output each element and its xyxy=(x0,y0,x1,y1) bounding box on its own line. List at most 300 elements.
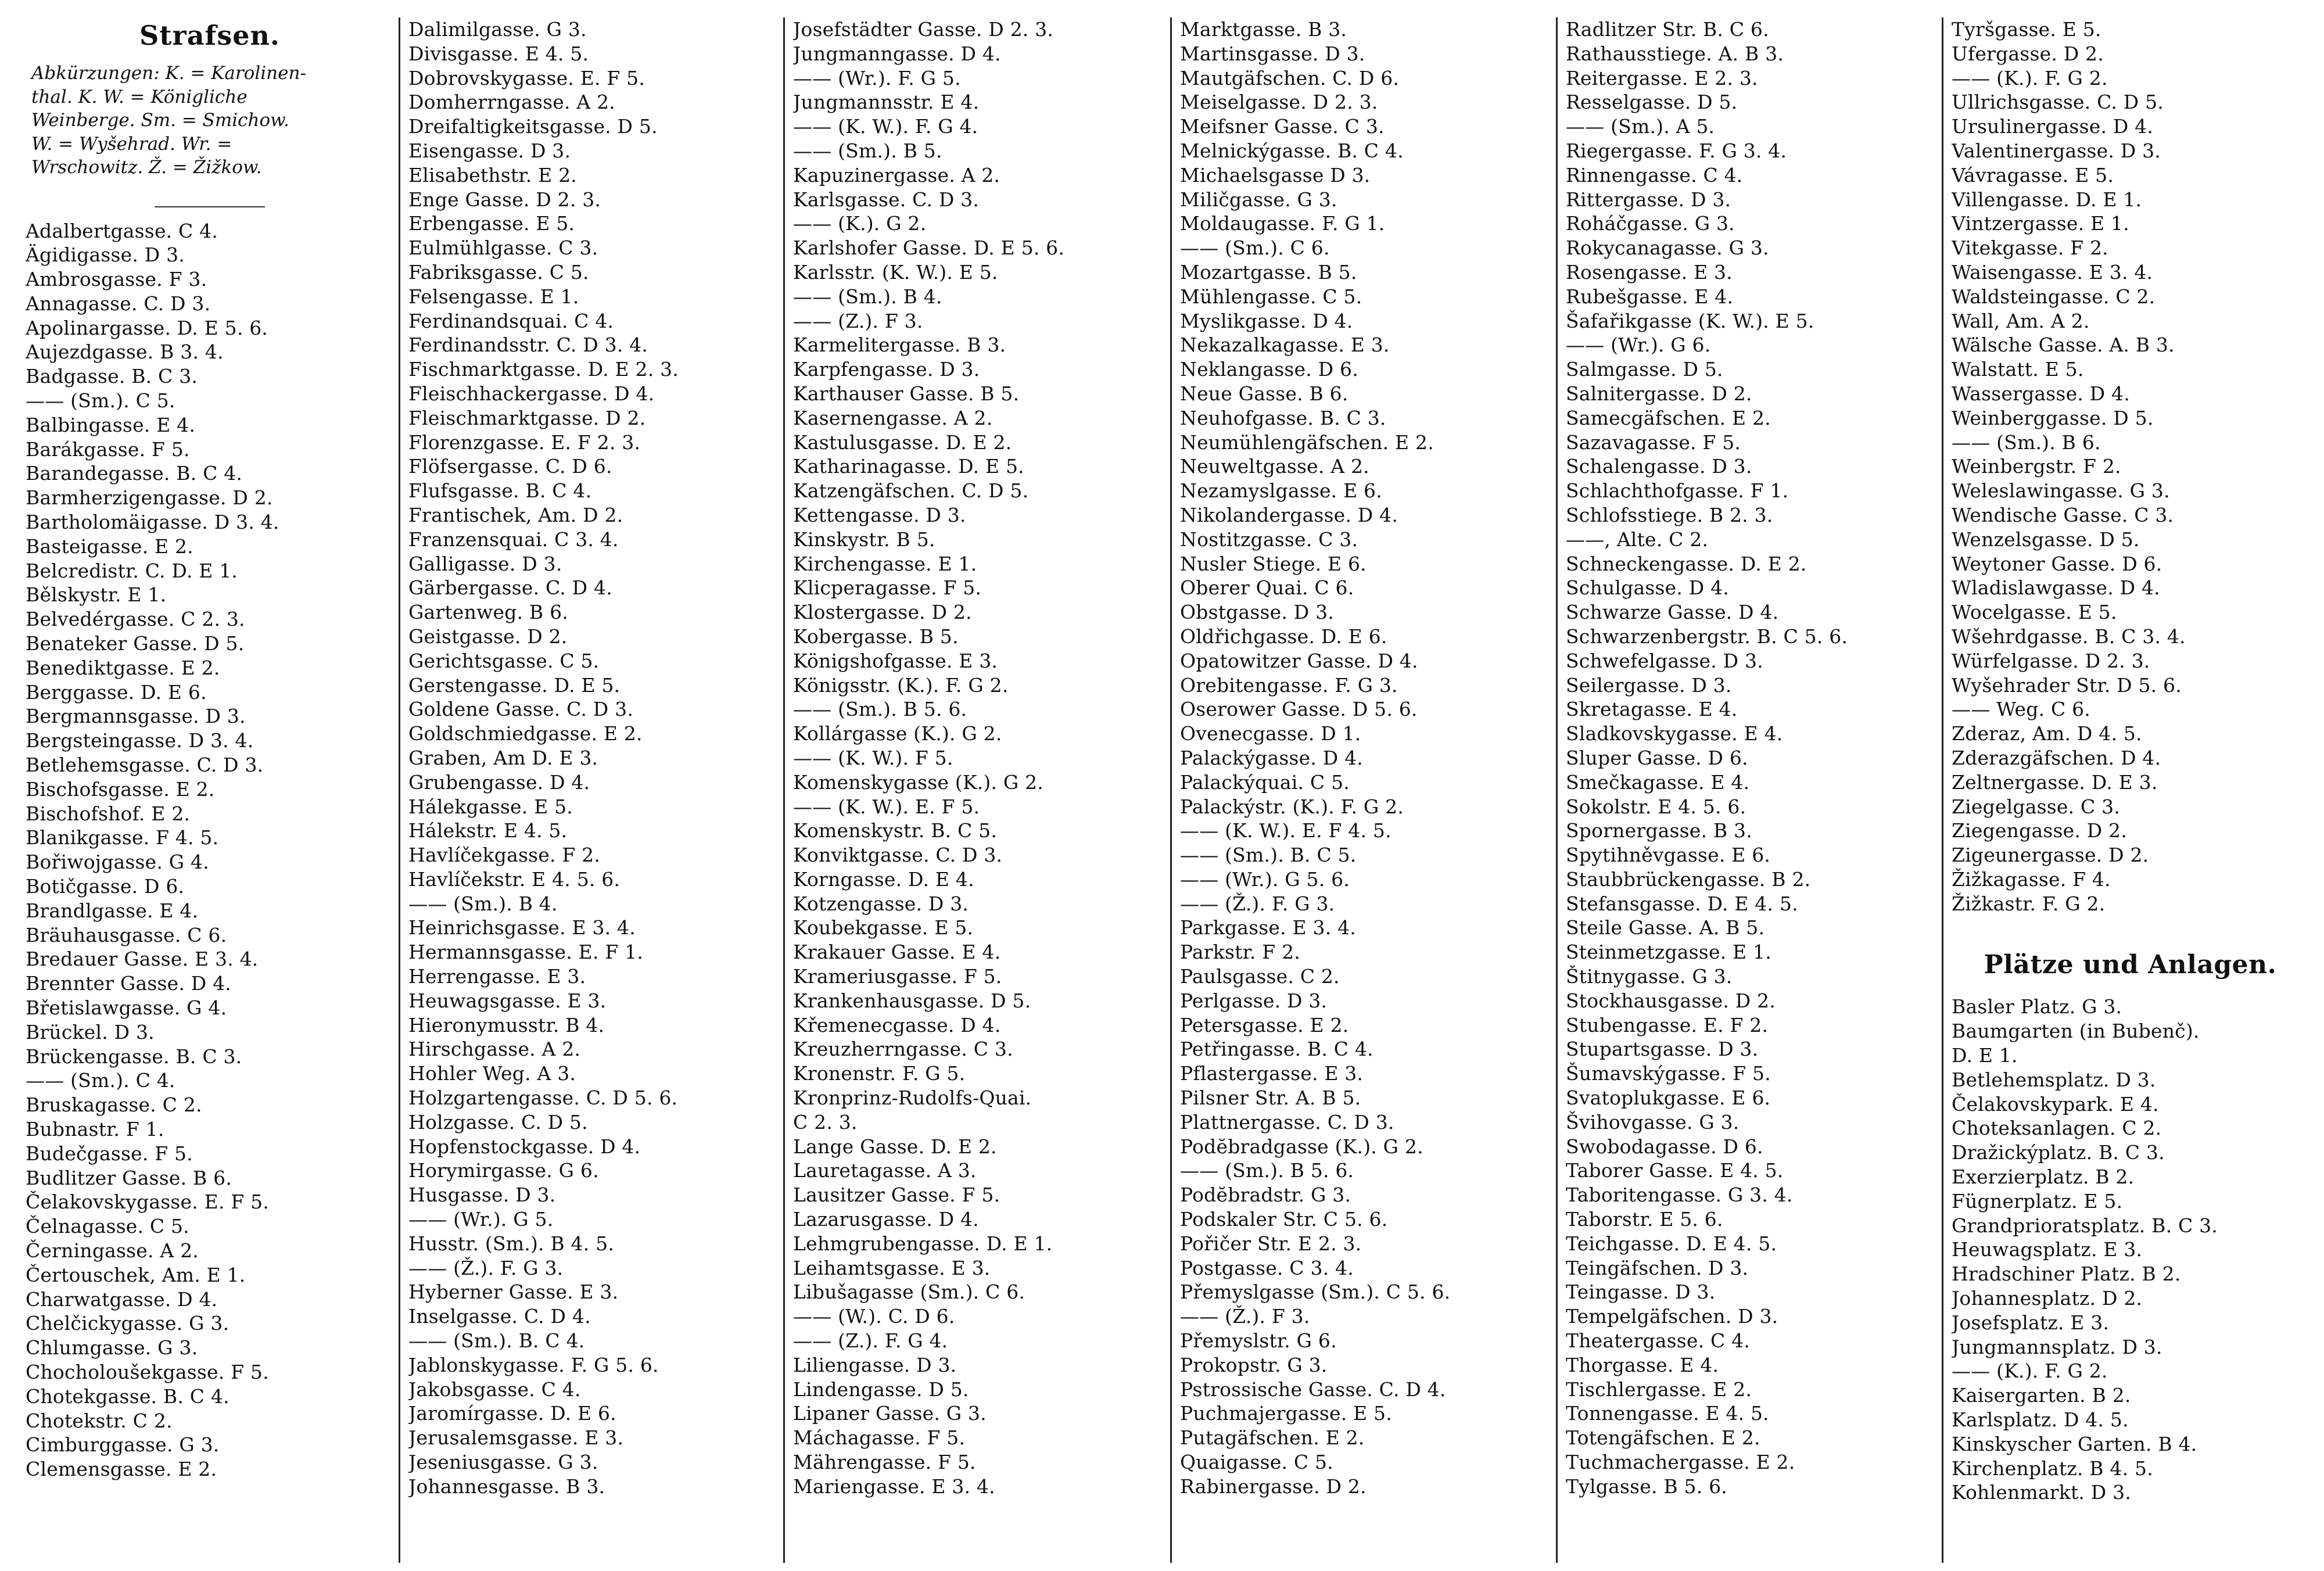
street-entry: Basteigasse. E 2. xyxy=(26,535,193,558)
street-entry: Nikolandergasse. D 4. xyxy=(1180,503,1398,526)
street-entry: Komenskygasse (K.). G 2. xyxy=(793,770,1043,794)
street-entry: Žižkagasse. F 4. xyxy=(1952,867,2111,891)
street-entry: Hieronymusstr. B 4. xyxy=(408,1013,605,1036)
street-entry: Paulsgasse. C 2. xyxy=(1180,965,1340,988)
square-entry: Kohlenmarkt. D 3. xyxy=(1952,1481,2132,1504)
street-entry: Salmgasse. D 5. xyxy=(1566,358,1723,381)
street-entry: Zderaz, Am. D 4. 5. xyxy=(1952,722,2142,745)
street-entry: Radlitzer Str. B. C 6. xyxy=(1566,18,1769,41)
street-entry: Sladkovskygasse. E 4. xyxy=(1566,722,1783,745)
street-entry: Liliengasse. D 3. xyxy=(793,1353,957,1376)
squares-list xyxy=(1952,995,2309,1505)
street-entry: Fabriksgasse. C 5. xyxy=(408,260,589,284)
street-entry: Budečgasse. F 5. xyxy=(26,1142,193,1165)
square-entry: Betlehemsplatz. D 3. xyxy=(1952,1068,2156,1091)
street-entry: —— (Sm.). C 5. xyxy=(26,389,175,413)
street-entry: Vitekgasse. F 2. xyxy=(1952,236,2108,260)
street-entry: Karlsgasse. C. D 3. xyxy=(793,188,980,211)
street-entry: Stockhausgasse. D 2. xyxy=(1566,989,1776,1012)
street-entry: —— (K.). F. G 2. xyxy=(1952,66,2108,89)
street-entry: Klicperagasse. F 5. xyxy=(793,576,982,600)
street-entry: Parkstr. F 2. xyxy=(1180,941,1300,964)
street-entry: Budlitzer Gasse. B 6. xyxy=(26,1166,232,1189)
street-entry: Kapuzinergasse. A 2. xyxy=(793,163,1000,186)
street-entry: Belvedérgasse. C 2. 3. xyxy=(26,608,245,631)
street-entry: —— (W.). C. D 6. xyxy=(793,1305,955,1328)
square-entry: —— (K.). F. G 2. xyxy=(1952,1360,2108,1383)
square-entry: Čelakovskypark. E 4. xyxy=(1952,1092,2159,1116)
street-entry: Bischofsgasse. E 2. xyxy=(26,777,215,801)
street-entry: Havlíčekstr. E 4. 5. 6. xyxy=(408,867,621,891)
street-entry: Myslikgasse. D 4. xyxy=(1180,309,1353,332)
street-entry: Steinmetzgasse. E 1. xyxy=(1566,941,1771,964)
street-entry: Katharinagasse. D. E 5. xyxy=(793,455,1024,478)
street-entry: Brückengasse. B. C 3. xyxy=(26,1045,242,1068)
street-list xyxy=(26,219,394,1482)
index-column-2 xyxy=(399,17,782,1563)
street-entry: Bergsteingasse. D 3. 4. xyxy=(26,729,254,752)
street-entry: Weinbergstr. F 2. xyxy=(1952,455,2121,478)
street-list xyxy=(793,17,1165,1499)
street-entry: Ursulinergasse. D 4. xyxy=(1952,115,2154,138)
street-entry: Jablonskygasse. F. G 5. 6. xyxy=(408,1353,659,1376)
street-entry: Čelnagasse. C 5. xyxy=(26,1215,189,1238)
street-entry: Nezamyslgasse. E 6. xyxy=(1180,479,1382,503)
street-entry: Flufsgasse. B. C 4. xyxy=(408,479,592,503)
street-entry: Žižkastr. F. G 2. xyxy=(1952,892,2106,915)
street-entry: Putagäfschen. E 2. xyxy=(1180,1426,1365,1450)
street-entry: Rathausstiege. A. B 3. xyxy=(1566,42,1784,65)
street-entry: Lipaner Gasse. G 3. xyxy=(793,1402,987,1425)
street-entry: Valentinergasse. D 3. xyxy=(1952,139,2161,162)
street-entry: Zeltnergasse. D. E 3. xyxy=(1952,770,2158,794)
street-entry: —— (Sm.). C 6. xyxy=(1180,236,1330,260)
street-entry: Riegergasse. F. G 3. 4. xyxy=(1566,139,1787,162)
street-entry: Melnickýgasse. B. C 4. xyxy=(1180,139,1404,162)
street-entry: Gärbergasse. C. D 4. xyxy=(408,576,612,600)
street-entry: Erbengasse. E 5. xyxy=(408,212,575,235)
street-entry: Kobergasse. B 5. xyxy=(793,625,959,648)
street-entry: Brandlgasse. E 4. xyxy=(26,899,199,922)
street-entry: Spytihněvgasse. E 6. xyxy=(1566,844,1771,867)
street-entry: Samecgäfschen. E 2. xyxy=(1566,406,1771,429)
street-entry: Kettengasse. D 3. xyxy=(793,503,966,526)
streets-heading: Strafsen. xyxy=(139,20,280,51)
street-entry: Goldene Gasse. C. D 3. xyxy=(408,698,634,721)
square-entry: Basler Platz. G 3. xyxy=(1952,995,2122,1018)
street-entry: Schlachthofgasse. F 1. xyxy=(1566,479,1789,503)
street-entry: Lauretagasse. A 3. xyxy=(793,1159,977,1182)
street-entry: Křemenecgasse. D 4. xyxy=(793,1013,1001,1036)
street-entry: Horymirgasse. G 6. xyxy=(408,1159,599,1182)
street-entry: Smečkagasse. E 4. xyxy=(1566,770,1750,794)
street-entry: Lindengasse. D 5. xyxy=(793,1378,969,1401)
street-entry: Kreuzherrngasse. C 3. xyxy=(793,1038,1013,1061)
street-entry: Petřingasse. B. C 4. xyxy=(1180,1038,1373,1061)
street-entry: —— (Z.). F. G 4. xyxy=(793,1329,948,1353)
street-entry: Elisabethstr. E 2. xyxy=(408,163,577,186)
index-column-1 xyxy=(17,17,397,1563)
street-entry: Ferdinandsquai. C 4. xyxy=(408,309,614,332)
street-entry: Dobrovskygasse. E. F 5. xyxy=(408,66,645,89)
street-entry: Wladislawgasse. D 4. xyxy=(1952,576,2160,600)
square-entry: Dražickýplatz. B. C 3. xyxy=(1952,1141,2165,1164)
street-entry: Gartenweg. B 6. xyxy=(408,601,568,624)
street-entry: Martinsgasse. D 3. xyxy=(1180,42,1365,65)
street-entry: Pilsner Str. A. B 5. xyxy=(1180,1086,1361,1110)
street-entry: Tischlergasse. E 2. xyxy=(1566,1378,1752,1401)
street-entry: Herrengasse. E 3. xyxy=(408,965,586,988)
street-entry: Tuchmachergasse. E 2. xyxy=(1566,1451,1795,1474)
street-entry: Karlsstr. (K. W.). E 5. xyxy=(793,260,998,284)
square-entry: Baumgarten (in Bubenč). xyxy=(1952,1020,2200,1043)
street-entry: Theatergasse. C 4. xyxy=(1566,1329,1751,1353)
street-entry: Weinberggasse. D 5. xyxy=(1952,406,2154,429)
street-entry: Husstr. (Sm.). B 4. 5. xyxy=(408,1232,615,1255)
square-entry: Grandprioratsplatz. B. C 3. xyxy=(1952,1214,2218,1237)
street-entry: Bischofshof. E 2. xyxy=(26,802,191,825)
street-entry: Jakobsgasse. C 4. xyxy=(408,1378,581,1401)
street-entry: Barandegasse. B. C 4. xyxy=(26,462,243,485)
street-entry: Opatowitzer Gasse. D 4. xyxy=(1180,649,1418,672)
street-entry: Schulgasse. D 4. xyxy=(1566,576,1729,600)
street-entry: Bredauer Gasse. E 3. 4. xyxy=(26,948,259,971)
street-entry: Puchmajergasse. E 5. xyxy=(1180,1402,1392,1425)
street-entry: Leihamtsgasse. E 3. xyxy=(793,1256,991,1279)
street-entry: Chotekstr. C 2. xyxy=(26,1409,173,1432)
street-entry: Postgasse. C 3. 4. xyxy=(1180,1256,1354,1279)
street-entry: Chocholoušekgasse. F 5. xyxy=(26,1360,269,1383)
street-entry: Resselgasse. D 5. xyxy=(1566,91,1738,114)
street-entry: Domherrngasse. A 2. xyxy=(408,91,615,114)
street-entry: Ullrichsgasse. C. D 5. xyxy=(1952,91,2164,114)
street-entry: —— (Sm.). A 5. xyxy=(1566,115,1715,138)
street-entry: Podskaler Str. C 5. 6. xyxy=(1180,1208,1388,1231)
street-entry: Husgasse. D 3. xyxy=(408,1183,556,1207)
street-entry: Fleischhackergasse. D 4. xyxy=(408,382,655,405)
street-entry: Barmherzigengasse. D 2. xyxy=(26,486,273,510)
index-column-6 xyxy=(1942,17,2312,1563)
street-entry: Nekazalkagasse. E 3. xyxy=(1180,333,1390,357)
street-entry: Frantischek, Am. D 2. xyxy=(408,503,623,526)
street-entry: Holzgasse. C. D 5. xyxy=(408,1110,588,1134)
street-entry: Ovenecgasse. D 1. xyxy=(1180,722,1361,745)
street-entry: Wassergasse. D 4. xyxy=(1952,382,2130,405)
street-entry: Holzgartengasse. C. D 5. 6. xyxy=(408,1086,678,1110)
street-entry: Staubbrückengasse. B 2. xyxy=(1566,867,1811,891)
street-entry: Bräuhausgasse. C 6. xyxy=(26,923,227,946)
street-entry: Nusler Stiege. E 6. xyxy=(1180,552,1367,575)
street-entry: —— Weg. C 6. xyxy=(1952,698,2090,721)
street-entry: Oberer Quai. C 6. xyxy=(1180,576,1354,600)
street-entry: Kasernengasse. A 2. xyxy=(793,406,993,429)
street-entry: Chelčickygasse. G 3. xyxy=(26,1312,229,1335)
street-entry: Tyršgasse. E 5. xyxy=(1952,18,2101,41)
street-entry: Hirschgasse. A 2. xyxy=(408,1038,581,1061)
square-entry: Jungmannsplatz. D 3. xyxy=(1952,1335,2162,1358)
street-entry: Katzengäfschen. C. D 5. xyxy=(793,479,1029,503)
street-entry: Klostergasse. D 2. xyxy=(793,601,972,624)
street-entry: Kotzengasse. D 3. xyxy=(793,892,969,915)
street-entry: Koubekgasse. E 5. xyxy=(793,916,974,939)
street-entry: Tylgasse. B 5. 6. xyxy=(1566,1475,1727,1498)
street-entry: Flöfsergasse. C. D 6. xyxy=(408,455,612,478)
square-entry: Johannesplatz. D 2. xyxy=(1952,1287,2143,1310)
index-column-5 xyxy=(1556,17,1941,1563)
street-entry: Stubengasse. E. F 2. xyxy=(1566,1013,1769,1036)
abbreviation-line: Abkürzungen: K. = Karolinen- xyxy=(31,63,306,84)
street-entry: Tempelgäfschen. D 3. xyxy=(1566,1305,1778,1328)
street-entry: —— (K. W.). E. F 5. xyxy=(793,795,980,818)
street-entry: Quaigasse. C 5. xyxy=(1180,1451,1333,1474)
street-entry: Ufergasse. D 2. xyxy=(1952,42,2104,65)
street-entry: Clemensgasse. E 2. xyxy=(26,1458,217,1481)
street-entry: Weytoner Gasse. D 6. xyxy=(1952,552,2162,575)
street-entry: Vintzergasse. E 1. xyxy=(1952,212,2129,235)
square-entry: Choteksanlagen. C 2. xyxy=(1952,1117,2162,1140)
street-entry: Thorgasse. E 4. xyxy=(1566,1353,1719,1376)
street-entry: Schlofsstiege. B 2. 3. xyxy=(1566,503,1773,526)
street-entry: Orebitengasse. F. G 3. xyxy=(1180,673,1398,697)
street-entry: —— (K.). G 2. xyxy=(793,212,927,235)
street-entry: Mährengasse. F 5. xyxy=(793,1451,976,1474)
street-entry: Jungmanngasse. D 4. xyxy=(793,42,1001,65)
street-entry: Krameriusgasse. F 5. xyxy=(793,965,1002,988)
street-entry: Wendische Gasse. C 3. xyxy=(1952,503,2174,526)
street-entry: Libušagasse (Sm.). C 6. xyxy=(793,1281,1025,1304)
street-entry: Adalbertgasse. C 4. xyxy=(26,219,218,242)
street-entry: Komenskystr. B. C 5. xyxy=(793,819,998,842)
street-entry: —— (K. W.). F 5. xyxy=(793,746,953,769)
street-entry: —— (Sm.). B 4. xyxy=(408,892,558,915)
street-entry: Bruskagasse. C 2. xyxy=(26,1093,202,1117)
street-entry: Ägidigasse. D 3. xyxy=(26,243,185,267)
street-entry: Korngasse. D. E 4. xyxy=(793,867,974,891)
street-entry: Benateker Gasse. D 5. xyxy=(26,632,245,655)
street-entry: Skretagasse. E 4. xyxy=(1566,698,1738,721)
street-entry: Lausitzer Gasse. F 5. xyxy=(793,1183,1000,1207)
street-entry: Würfelgasse. D 2. 3. xyxy=(1952,649,2150,672)
street-entry: Felsengasse. E 1. xyxy=(408,285,579,308)
street-entry: Neuhofgasse. B. C 3. xyxy=(1180,406,1386,429)
street-entry: Mozartgasse. B 5. xyxy=(1180,260,1357,284)
street-entry: Divisgasse. E 4. 5. xyxy=(408,42,589,65)
street-entry: Lange Gasse. D. E 2. xyxy=(793,1135,997,1158)
street-entry: Ferdinandsstr. C. D 3. 4. xyxy=(408,333,648,357)
street-entry: Lehmgrubengasse. D. E 1. xyxy=(793,1232,1053,1255)
street-entry: Palackýstr. (K.). F. G 2. xyxy=(1180,795,1404,818)
street-entry: Rubešgasse. E 4. xyxy=(1566,285,1734,308)
street-entry: Rittergasse. D 3. xyxy=(1566,188,1731,211)
street-entry: Hohler Weg. A 3. xyxy=(408,1062,576,1085)
street-entry: Aujezdgasse. B 3. 4. xyxy=(26,340,224,364)
index-column-3 xyxy=(783,17,1169,1563)
street-entry: Kinskystr. B 5. xyxy=(793,528,935,551)
square-entry: Josefsplatz. E 3. xyxy=(1952,1311,2110,1334)
street-entry: Jungmannsstr. E 4. xyxy=(793,91,980,114)
street-entry: Pstrossische Gasse. C. D 4. xyxy=(1180,1378,1446,1401)
street-entry: —— (Sm.). B 5. 6. xyxy=(1180,1159,1354,1182)
street-entry: —— (Sm.). B 5. xyxy=(793,139,942,162)
street-entry: Perlgasse. D 3. xyxy=(1180,989,1328,1012)
street-entry: Spornergasse. B 3. xyxy=(1566,819,1752,842)
street-entry: Fischmarktgasse. D. E 2. 3. xyxy=(408,358,679,381)
squares-heading: Plätze und Anlagen. xyxy=(1984,950,2277,980)
street-entry: —— (Sm.). B 6. xyxy=(1952,431,2101,454)
street-entry: Swobodagasse. D 6. xyxy=(1566,1135,1763,1158)
street-entry: Michaelsgasse D 3. xyxy=(1180,163,1371,186)
street-entry: Galligasse. D 3. xyxy=(408,552,562,575)
street-entry: Oldřichgasse. D. E 6. xyxy=(1180,625,1387,648)
street-entry: Štitnygasse. G 3. xyxy=(1566,965,1733,988)
street-entry: Marktgasse. B 3. xyxy=(1180,18,1347,41)
street-entry: Rosengasse. E 3. xyxy=(1566,260,1733,284)
street-entry: Ziegelgasse. C 3. xyxy=(1952,795,2121,818)
street-entry: Hyberner Gasse. E 3. xyxy=(408,1281,619,1304)
street-entry: Eisengasse. D 3. xyxy=(408,139,571,162)
street-entry: Barákgasse. F 5. xyxy=(26,437,190,461)
abbreviation-line: thal. K. W. = Königliche xyxy=(31,86,248,107)
street-entry: Enge Gasse. D 2. 3. xyxy=(408,188,601,211)
street-entry: Stefansgasse. D. E 4. 5. xyxy=(1566,892,1798,915)
street-entry: Petersgasse. E 2. xyxy=(1180,1013,1349,1036)
abbreviation-line: W. = Wyšehrad. Wr. = xyxy=(31,133,232,155)
street-entry: Miličgasse. G 3. xyxy=(1180,188,1337,211)
street-entry: Franzensquai. C 3. 4. xyxy=(408,528,619,551)
street-entry: Kronprinz-Rudolfs-Quai. xyxy=(793,1086,1032,1110)
street-entry: Heuwagsgasse. E 3. xyxy=(408,989,607,1012)
street-entry: Hermannsgasse. E. F 1. xyxy=(408,941,644,964)
street-entry: Bubnastr. F 1. xyxy=(26,1117,164,1140)
street-entry: Florenzgasse. E. F 2. 3. xyxy=(408,431,641,454)
street-entry: Hálekgasse. E 5. xyxy=(408,795,573,818)
street-entry: Prokopstr. G 3. xyxy=(1180,1353,1328,1376)
street-entry: Bořiwojgasse. G 4. xyxy=(26,851,209,874)
street-entry: Karthauser Gasse. B 5. xyxy=(793,382,1020,405)
street-entry: Wšehrdgasse. B. C 3. 4. xyxy=(1952,625,2186,648)
street-entry: —— (Wr.). G 6. xyxy=(1566,333,1711,357)
street-entry: C 2. 3. xyxy=(793,1110,858,1134)
street-entry: —— (Sm.). B 5. 6. xyxy=(793,698,967,721)
street-entry: Černingasse. A 2. xyxy=(26,1239,199,1262)
street-entry: Dreifaltigkeitsgasse. D 5. xyxy=(408,115,658,138)
square-entry: Kinskyscher Garten. B 4. xyxy=(1952,1432,2197,1455)
street-entry: Švihovgasse. G 3. xyxy=(1566,1110,1740,1134)
street-entry: Hálekstr. E 4. 5. xyxy=(408,819,568,842)
street-entry: Krakauer Gasse. E 4. xyxy=(793,941,1001,964)
street-entry: Teingasse. D 3. xyxy=(1566,1281,1716,1304)
street-entry: Kastulusgasse. D. E 2. xyxy=(793,431,1012,454)
street-entry: Ambrosgasse. F 3. xyxy=(26,268,207,291)
street-entry: Sokolstr. E 4. 5. 6. xyxy=(1566,795,1746,818)
street-entry: Jerusalemsgasse. E 3. xyxy=(408,1426,624,1450)
street-entry: Taborstr. E 5. 6. xyxy=(1566,1208,1723,1231)
street-entry: Wälsche Gasse. A. B 3. xyxy=(1952,333,2175,357)
street-entry: Kronenstr. F. G 5. xyxy=(793,1062,966,1085)
street-entry: Kollárgasse (K.). G 2. xyxy=(793,722,1002,745)
street-entry: Königsstr. (K.). F. G 2. xyxy=(793,673,1009,697)
street-entry: Badgasse. B. C 3. xyxy=(26,365,198,388)
street-entry: —— (Ž.). F. G 3. xyxy=(408,1256,564,1279)
street-entry: Fleischmarktgasse. D 2. xyxy=(408,406,646,429)
street-list xyxy=(1566,17,1937,1499)
street-entry: Geistgasse. D 2. xyxy=(408,625,568,648)
street-entry: —— (Wr.). F. G 5. xyxy=(793,66,961,89)
street-entry: Balbingasse. E 4. xyxy=(26,413,196,436)
street-entry: Neumühlengäfschen. E 2. xyxy=(1180,431,1434,454)
square-entry: Hradschiner Platz. B 2. xyxy=(1952,1262,2181,1286)
street-entry: Meiselgasse. D 2. 3. xyxy=(1180,91,1378,114)
street-entry: —— (Sm.). B 4. xyxy=(793,285,942,308)
street-entry: Totengäfschen. E 2. xyxy=(1566,1426,1760,1450)
street-entry: Steile Gasse. A. B 5. xyxy=(1566,916,1765,939)
street-entry: —— (Sm.). B. C 4. xyxy=(408,1329,585,1353)
street-entry: —— (Wr.). G 5. 6. xyxy=(1180,867,1350,891)
street-entry: Weleslawingasse. G 3. xyxy=(1952,479,2170,503)
street-entry: —— (K. W.). E. F 4. 5. xyxy=(1180,819,1391,842)
square-entry: D. E 1. xyxy=(1952,1044,2018,1067)
street-entry: Seilergasse. D 3. xyxy=(1566,673,1732,697)
street-entry: Palackýgasse. D 4. xyxy=(1180,746,1363,769)
street-entry: Gerichtsgasse. C 5. xyxy=(408,649,600,672)
street-entry: Schalengasse. D 3. xyxy=(1566,455,1752,478)
street-entry: Čertouschek, Am. E 1. xyxy=(26,1263,246,1286)
street-entry: Schwarzenbergstr. B. C 5. 6. xyxy=(1566,625,1848,648)
street-index-page xyxy=(17,17,2312,1563)
street-entry: Zigeunergasse. D 2. xyxy=(1952,844,2149,867)
street-entry: Cimburggasse. G 3. xyxy=(26,1433,220,1457)
street-entry: Sluper Gasse. D 6. xyxy=(1566,746,1748,769)
street-entry: Mariengasse. E 3. 4. xyxy=(793,1475,995,1498)
street-entry: Roháčgasse. G 3. xyxy=(1566,212,1735,235)
street-entry: Ziegengasse. D 2. xyxy=(1952,819,2127,842)
street-entry: Tonnengasse. E 4. 5. xyxy=(1566,1402,1769,1425)
street-entry: Krankenhausgasse. D 5. xyxy=(793,989,1031,1012)
street-entry: Eulmühlgasse. C 3. xyxy=(408,236,598,260)
street-entry: Grubengasse. D 4. xyxy=(408,770,590,794)
street-entry: Teichgasse. D. E 4. 5. xyxy=(1566,1232,1777,1255)
street-entry: Inselgasse. C. D 4. xyxy=(408,1305,591,1328)
square-entry: Exerzierplatz. B 2. xyxy=(1952,1165,2135,1189)
street-entry: Parkgasse. E 3. 4. xyxy=(1180,916,1356,939)
street-entry: Zderazgäfschen. D 4. xyxy=(1952,746,2161,769)
street-entry: Dalimilgasse. G 3. xyxy=(408,18,587,41)
square-entry: Kirchenplatz. B 4. 5. xyxy=(1952,1457,2153,1480)
street-entry: Moldaugasse. F. G 1. xyxy=(1180,212,1385,235)
street-entry: Betlehemsgasse. C. D 3. xyxy=(26,754,264,777)
street-entry: —— (Z.). F 3. xyxy=(793,309,923,332)
street-entry: Rokycanagasse. G 3. xyxy=(1566,236,1769,260)
street-entry: Bergmannsgasse. D 3. xyxy=(26,705,246,728)
street-entry: Brennter Gasse. D 4. xyxy=(26,972,231,995)
street-entry: Wenzelsgasse. D 5. xyxy=(1952,528,2140,551)
street-entry: Jeseniusgasse. G 3. xyxy=(408,1451,598,1474)
street-entry: Taboritengasse. G 3. 4. xyxy=(1566,1183,1793,1207)
street-list xyxy=(1952,17,2309,916)
street-entry: Belcredistr. C. D. E 1. xyxy=(26,559,238,582)
street-entry: Vávragasse. E 5. xyxy=(1952,163,2114,186)
street-entry: Meifsner Gasse. C 3. xyxy=(1180,115,1385,138)
street-list xyxy=(1180,17,1551,1499)
street-entry: Wocelgasse. E 5. xyxy=(1952,601,2117,624)
street-entry: Rabinergasse. D 2. xyxy=(1180,1475,1367,1498)
street-entry: Karlshofer Gasse. D. E 5. 6. xyxy=(793,236,1065,260)
abbreviation-line: Weinberge. Sm. = Smichow. xyxy=(31,110,289,131)
street-entry: Lazarusgasse. D 4. xyxy=(793,1208,979,1231)
street-entry: Mühlengasse. C 5. xyxy=(1180,285,1362,308)
street-entry: Palackýquai. C 5. xyxy=(1180,770,1350,794)
square-entry: Kaisergarten. B 2. xyxy=(1952,1384,2131,1407)
